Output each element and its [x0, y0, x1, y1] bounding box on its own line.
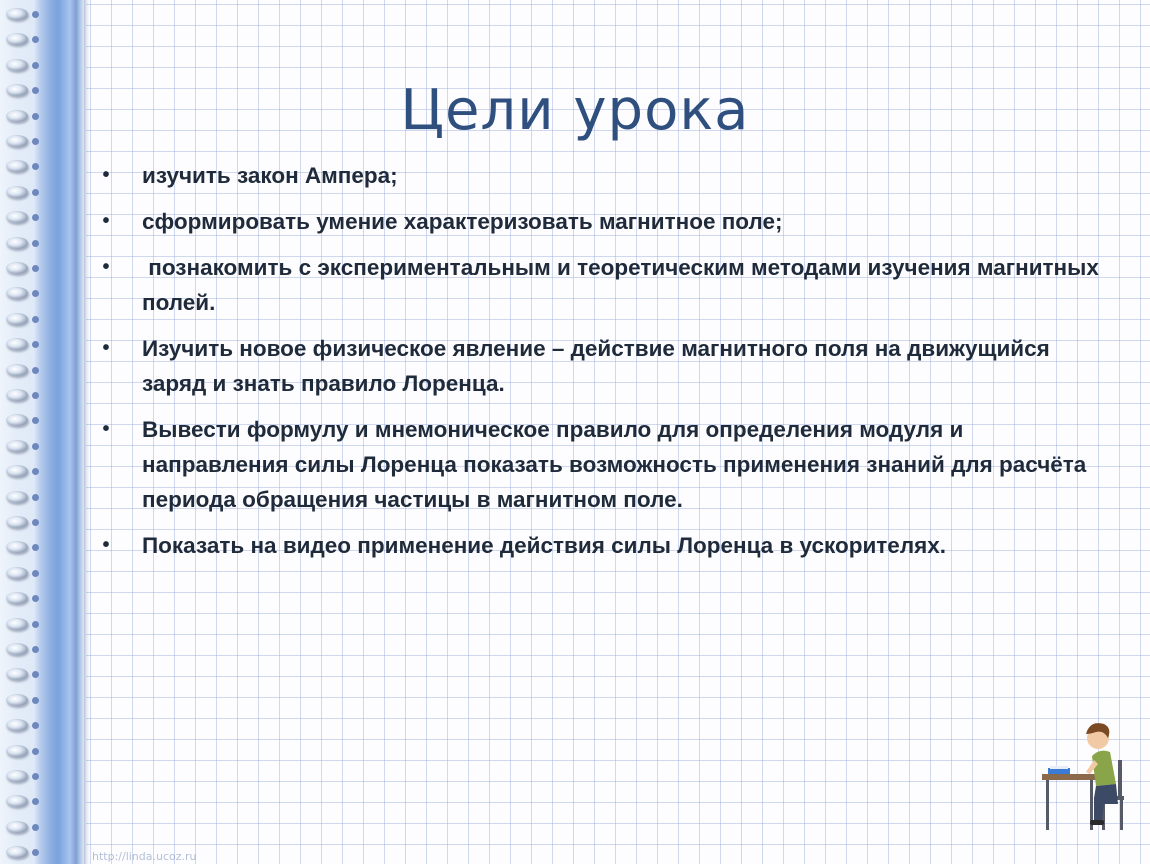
- binding-hole-icon: [32, 544, 39, 551]
- goal-text: Показать на видео применение действия силы Лоренца в ускорителях.: [142, 533, 947, 558]
- binding-hole-icon: [32, 494, 39, 501]
- spiral-ring-icon: [6, 389, 28, 401]
- goal-text: Вывести формулу и мнемоническое правило для определения модуля и направления силы Лоренца показать возможность применения знаний для расчёта периода обращения частицы в магнитном поле.: [142, 417, 1087, 512]
- goal-item-6: [100, 528, 1110, 563]
- spiral-ring-icon: [6, 795, 28, 807]
- spiral-ring-icon: [6, 541, 28, 553]
- spiral-ring-icon: [6, 313, 28, 325]
- spiral-ring-icon: [6, 262, 28, 274]
- binding-hole-icon: [32, 849, 39, 856]
- spiral-ring-icon: [6, 211, 28, 223]
- bullet-icon: •: [102, 164, 110, 186]
- spiral-ring-icon: [6, 237, 28, 249]
- binding-hole-icon: [32, 519, 39, 526]
- binding-hole-icon: [32, 316, 39, 323]
- binding-hole-icon: [32, 62, 39, 69]
- binding-hole-icon: [32, 773, 39, 780]
- binding-hole-icon: [32, 163, 39, 170]
- spiral-ring-icon: [6, 338, 28, 350]
- spiral-ring-icon: [6, 846, 28, 858]
- binding-hole-icon: [32, 265, 39, 272]
- binding-hole-icon: [32, 417, 39, 424]
- goal-text: сформировать умение характеризовать магнитное поле;: [142, 209, 783, 234]
- goal-item-3: [100, 250, 1110, 320]
- student-at-desk-icon: [1038, 712, 1138, 837]
- binding-hole-icon: [32, 11, 39, 18]
- spiral-ring-icon: [6, 440, 28, 452]
- spiral-ring-icon: [6, 770, 28, 782]
- spiral-ring-icon: [6, 643, 28, 655]
- binding-hole-icon: [32, 392, 39, 399]
- bullet-icon: •: [102, 256, 110, 278]
- binding-hole-icon: [32, 367, 39, 374]
- binding-hole-icon: [32, 240, 39, 247]
- spiral-ring-icon: [6, 618, 28, 630]
- binding-hole-icon: [32, 468, 39, 475]
- binding-hole-icon: [32, 722, 39, 729]
- binding-hole-icon: [32, 748, 39, 755]
- binding-hole-icon: [32, 341, 39, 348]
- goal-item-1: [100, 158, 1110, 193]
- bullet-icon: •: [102, 418, 110, 440]
- spiral-ring-icon: [6, 745, 28, 757]
- spiral-ring-icon: [6, 821, 28, 833]
- bullet-icon: •: [102, 337, 110, 359]
- spiral-ring-icon: [6, 8, 28, 20]
- spiral-ring-icon: [6, 465, 28, 477]
- spiral-ring-icon: [6, 719, 28, 731]
- binding-hole-icon: [32, 189, 39, 196]
- binding-hole-icon: [32, 36, 39, 43]
- watermark: http://linda.ucoz.ru: [92, 850, 197, 863]
- goal-text: изучить закон Ампера;: [142, 163, 398, 188]
- spiral-ring-icon: [6, 516, 28, 528]
- binding-hole-icon: [32, 646, 39, 653]
- binding-hole-icon: [32, 824, 39, 831]
- goal-text: Изучить новое физическое явление – действие магнитного поля на движущийся заряд и знать правило Лоренца.: [142, 336, 1050, 396]
- spiral-ring-icon: [6, 33, 28, 45]
- goals-list: [100, 158, 1110, 574]
- spiral-ring-icon: [6, 364, 28, 376]
- goal-item-4: [100, 331, 1110, 401]
- spiral-ring-icon: [6, 592, 28, 604]
- spiral-ring-icon: [6, 287, 28, 299]
- binding-hole-icon: [32, 290, 39, 297]
- spiral-ring-icon: [6, 491, 28, 503]
- binding-hole-icon: [32, 697, 39, 704]
- spiral-ring-icon: [6, 59, 28, 71]
- spiral-ring-icon: [6, 186, 28, 198]
- spiral-ring-icon: [6, 160, 28, 172]
- spiral-ring-icon: [6, 668, 28, 680]
- slide-title: Цели урока: [400, 78, 750, 143]
- goal-text: познакомить с экспериментальным и теоретическим методами изучения магнитных полей.: [142, 255, 1106, 315]
- binding-hole-icon: [32, 671, 39, 678]
- binding-hole-icon: [32, 595, 39, 602]
- goal-item-2: [100, 204, 1110, 239]
- spiral-ring-icon: [6, 414, 28, 426]
- binding-hole-icon: [32, 621, 39, 628]
- binding-hole-icon: [32, 443, 39, 450]
- binding-hole-icon: [32, 570, 39, 577]
- bullet-icon: •: [102, 534, 110, 556]
- binding-hole-icon: [32, 214, 39, 221]
- spiral-ring-icon: [6, 694, 28, 706]
- spiral-ring-icon: [6, 567, 28, 579]
- bullet-icon: •: [102, 210, 110, 232]
- binding-hole-icon: [32, 798, 39, 805]
- goal-item-5: [100, 412, 1110, 517]
